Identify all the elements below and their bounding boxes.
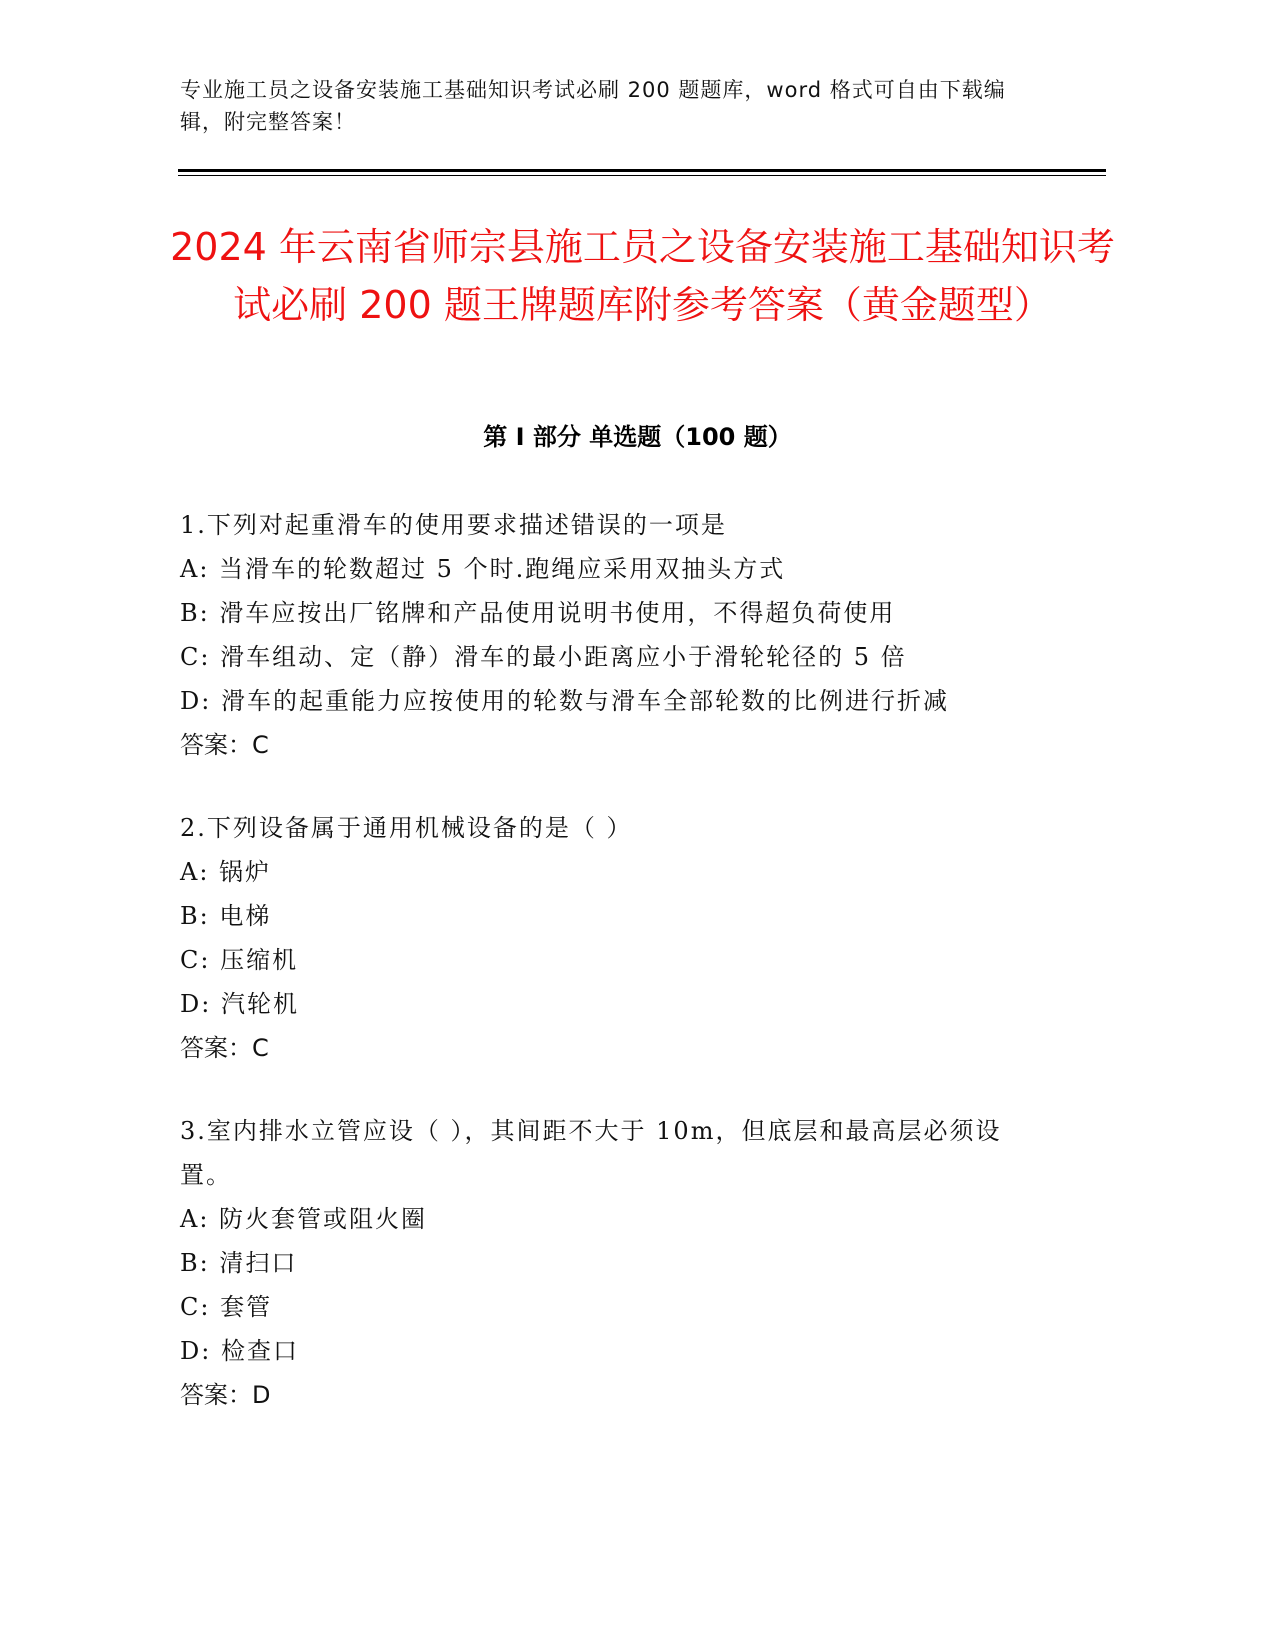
option-a: A: 防火套管或阻火圈 <box>180 1205 428 1233</box>
option-d: D: 汽轮机 <box>180 990 299 1018</box>
answer-line: 答案：C <box>180 1034 269 1062</box>
question-3 <box>180 1109 1040 1417</box>
option-d: D: 检查口 <box>180 1337 299 1365</box>
question-stem: 2.下列设备属于通用机械设备的是（ ） <box>180 814 633 842</box>
answer-line: 答案：D <box>180 1381 271 1409</box>
header-note: 专业施工员之设备安装施工基础知识考试必刷 200 题题库，word 格式可自由下载编辑，附完整答案！ <box>180 78 1006 134</box>
option-b: B: 滑车应按出厂铭牌和产品使用说明书使用，不得超负荷使用 <box>180 599 896 627</box>
option-d: D: 滑车的起重能力应按使用的轮数与滑车全部轮数的比例进行折减 <box>180 687 949 715</box>
option-b: B: 清扫口 <box>180 1249 298 1277</box>
option-b: B: 电梯 <box>180 902 272 930</box>
document-title: 2024 年云南省师宗县施工员之设备安装施工基础知识考试必刷 200 题王牌题库附参考答案（黄金题型） <box>170 225 1115 327</box>
question-2 <box>180 806 1040 1070</box>
option-a: A: 当滑车的轮数超过 5 个时.跑绳应采用双抽头方式 <box>180 555 786 583</box>
answer-line: 答案：C <box>180 731 269 759</box>
question-stem: 1.下列对起重滑车的使用要求描述错误的一项是 <box>180 511 727 539</box>
option-c: C: 滑车组动、定（静）滑车的最小距离应小于滑轮轮径的 5 倍 <box>180 643 907 671</box>
option-c: C: 压缩机 <box>180 946 299 974</box>
section-title: 第 I 部分 单选题（100 题） <box>483 423 792 451</box>
question-list <box>180 503 1040 1456</box>
option-a: A: 锅炉 <box>180 858 272 886</box>
header-rule-thin <box>178 175 1106 176</box>
question-stem: 3.室内排水立管应设（ ），其间距不大于 10m，但底层和最高层必须设置。 <box>180 1117 1002 1189</box>
header-rule-thick <box>178 169 1106 172</box>
option-c: C: 套管 <box>180 1293 273 1321</box>
question-1 <box>180 503 1040 767</box>
